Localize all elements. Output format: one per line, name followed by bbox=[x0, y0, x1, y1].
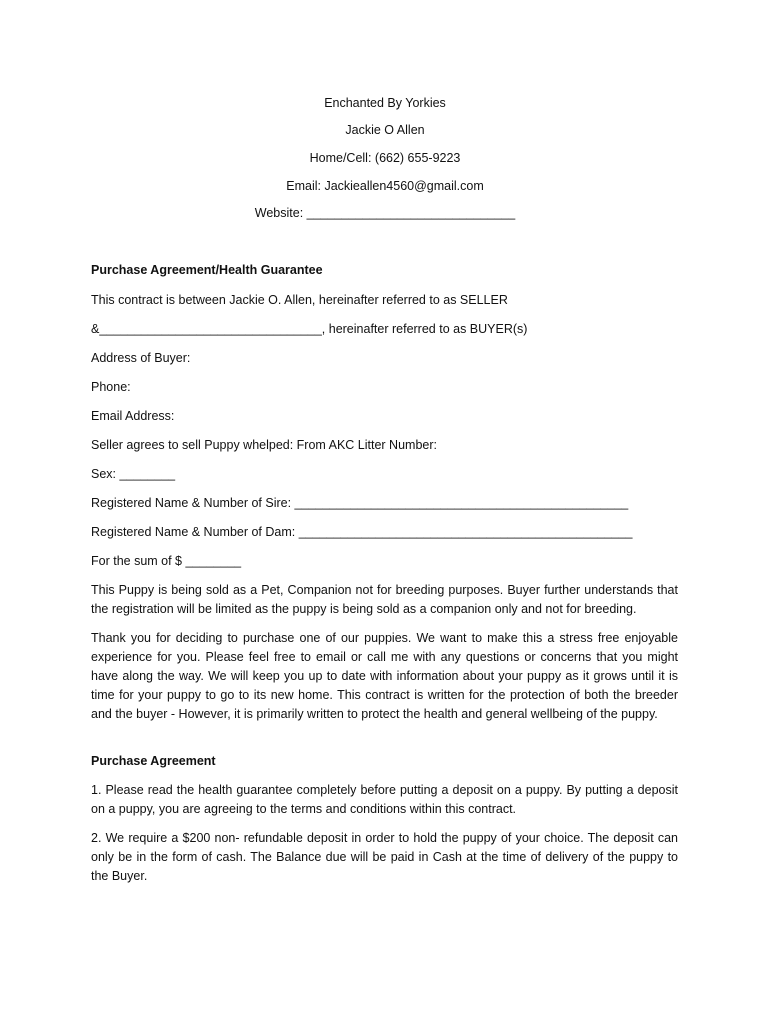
dam-line: Registered Name & Number of Dam: ________________________________________________ bbox=[91, 525, 633, 539]
buyer-line: &________________________________, hereinafter referred to as BUYER(s) bbox=[91, 322, 528, 336]
pet-paragraph: This Puppy is being sold as a Pet, Companion not for breeding purposes. Buyer further understands that the registration will be limited as the puppy is being sold as a companion only and not for breeding. bbox=[91, 583, 678, 616]
business-name: Enchanted By Yorkies bbox=[324, 96, 446, 110]
purchase-item-1: 1. Please read the health guarantee completely before putting a deposit on a puppy. By putting a deposit on a puppy, you are agreeing to the terms and conditions within this contract. bbox=[91, 783, 678, 816]
sum-line: For the sum of $ ________ bbox=[91, 554, 242, 568]
thanks-paragraph: Thank you for deciding to purchase one of our puppies. We want to make this a stress free enjoyable experience for you. Please feel free to email or call me with any questions or concerns that you might have along the way. We will keep you up to date with information about your puppy as it grows until it is time for your puppy to go to its new home. This contract is written for the protection of both the breeder and the buyer - However, it is primarily written to protect the health and general wellbeing of the puppy. bbox=[91, 631, 678, 721]
agreement-title: Purchase Agreement/Health Guarantee bbox=[91, 263, 323, 277]
purchase-item-2: 2. We require a $200 non- refundable deposit in order to hold the puppy of your choice. The deposit can only be in the form of cash. The Balance due will be paid in Cash at the time of delivery of the puppy to the Buyer. bbox=[91, 831, 678, 883]
litter-line: Seller agrees to sell Puppy whelped: From AKC Litter Number: bbox=[91, 438, 437, 452]
sire-line: Registered Name & Number of Sire: ________________________________________________ bbox=[91, 496, 629, 510]
owner-name: Jackie O Allen bbox=[345, 123, 425, 137]
email-line: Email: Jackieallen4560@gmail.com bbox=[286, 179, 484, 193]
email-label: Email Address: bbox=[91, 409, 175, 423]
phone-label: Phone: bbox=[91, 380, 131, 394]
sex-line: Sex: ________ bbox=[91, 467, 176, 481]
website-line: Website: ______________________________ bbox=[254, 206, 516, 220]
contract-line: This contract is between Jackie O. Allen, hereinafter referred to as SELLER bbox=[91, 293, 508, 307]
purchase-heading: Purchase Agreement bbox=[91, 754, 216, 768]
address-label: Address of Buyer: bbox=[91, 351, 191, 365]
phone-line: Home/Cell: (662) 655-9223 bbox=[309, 151, 461, 165]
